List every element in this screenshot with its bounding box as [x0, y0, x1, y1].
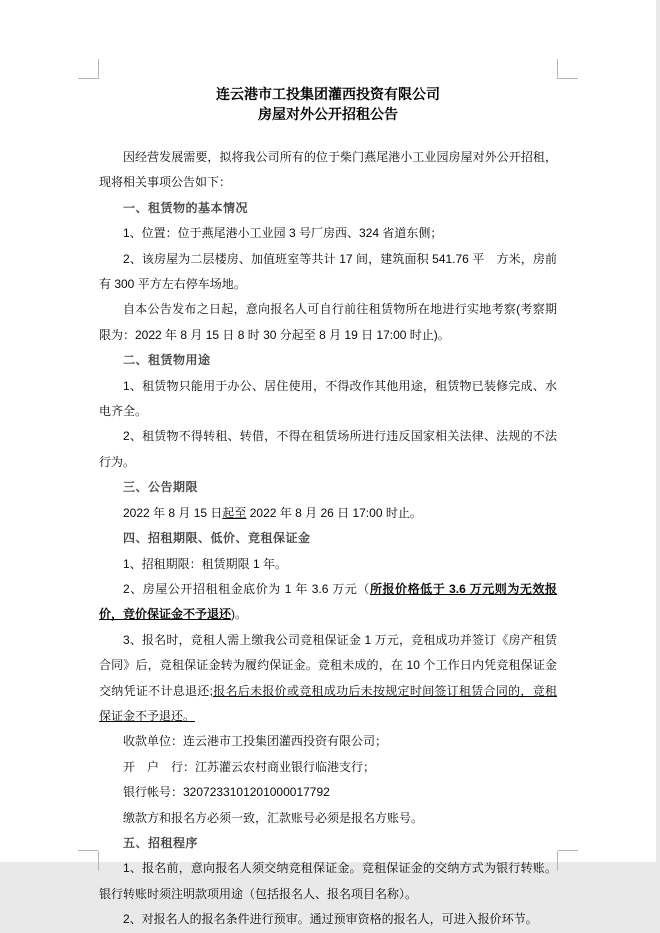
section-3-heading: 三、公告期限: [123, 480, 199, 495]
crop-mark-bottom-left-h: [78, 850, 98, 851]
bank-line: 开 户 行：江苏灌云农村商业银行临港支行；: [123, 759, 376, 774]
section-2-item-1: 1、租赁物只能用于办公、居住使用，不得改作其他用途，租赁物已装修完成、水电齐全。: [99, 378, 557, 419]
document-content: [99, 79, 557, 933]
section-4-item-3: [99, 628, 557, 730]
doc-title-line2: 房屋对外公开招租公告: [258, 106, 398, 122]
crop-mark-bottom-right-h: [558, 850, 578, 851]
section-3-date-post: 2022 年 8 月 26 日 17:00 时止。: [246, 505, 422, 520]
section-4-item-2-emphasis: 所报价格低于 3.6 万元则为无效报价，竞价保证金不予退还: [99, 581, 557, 622]
crop-mark-top-left-v: [98, 59, 99, 79]
section-4-heading: 四、招租期限、低价、竞租保证金: [123, 531, 311, 546]
crop-mark-top-left-h: [78, 78, 98, 79]
section-1-inspection-note: 自本公告发布之日起，意向报名人可自行前往租赁物所在地进行实地考察(考察期限为：2022 年 8 月 15 日 8 时 30 分起至 8 月 19 日 17:00 时止)。: [99, 302, 557, 342]
section-5-item-2: 2、对报名人的报名条件进行预审。通过预审资格的报名人，可进入报价环节。: [123, 912, 538, 927]
account-line: 银行帐号：3207233101201000017792: [123, 785, 330, 800]
section-4-item-2-pre: 2、房屋公开招租租金底价为 1 年 3.6 万元（: [123, 581, 370, 596]
section-4-item-3-pre: 3、报名时，竞租人需上缴我公司竞租保证金 1 万元，竞租成功并签订《房产租赁合同》后，竞租保证金转为履约保证金。竞租未成的，在 10 个工作日内凭竞租保证金交纳凭证不计息退还;: [99, 632, 557, 698]
section-3-date: [99, 501, 557, 526]
section-5-heading: 五、招租程序: [123, 835, 199, 850]
section-5-item-1: 1、报名前，意向报名人须交纳竞租保证金。竞租保证金的交纳方式为银行转账。银行转账时须注明款项用途（包括报名人、报名项目名称）。: [99, 861, 557, 901]
section-4-item-2-post: )。: [231, 607, 248, 622]
section-4-item-3-underlined: 报名后未报价或竞租成功后未按规定时间签订租赁合同的，竞租保证金不予退还。: [99, 683, 557, 723]
payment-note-line: 缴款方和报名方必须一致，汇款账号必须是报名方账号。: [123, 810, 424, 825]
payee-line: 收款单位：连云港市工投集团灌西投资有限公司；: [123, 734, 388, 749]
crop-mark-bottom-right-v: [557, 851, 558, 871]
doc-title-line1: 连云港市工投集团灌西投资有限公司: [216, 86, 440, 102]
section-1-item-1: 1、位置：位于燕尾港小工业园 3 号厂房西、324 省道东侧；: [123, 226, 443, 241]
section-2-heading: 二、租赁物用途: [123, 353, 211, 368]
intro-paragraph: 因经营发展需要，拟将我公司所有的位于柴门燕尾港小工业园房屋对外公开招租，现将相关事项公告如下：: [99, 150, 557, 190]
section-4-item-2: [99, 577, 557, 628]
section-1-item-2: 2、该房屋为二层楼房、加值班室等共计 17 间，建筑面积 541.76 平 方米，房前有 300 平方左右停车场地。: [99, 251, 557, 292]
crop-mark-top-right-h: [558, 78, 578, 79]
section-4-item-1: 1、招租期限：租赁期限 1 年。: [123, 556, 288, 571]
section-3-date-underlined: 起至: [222, 505, 247, 520]
section-2-item-2: 2、租赁物不得转租、转借，不得在租赁场所进行违反国家相关法律、法规的不法行为。: [99, 429, 557, 469]
section-3-date-pre: 2022 年 8 月 15 日: [123, 505, 223, 520]
crop-mark-top-right-v: [557, 59, 558, 79]
section-1-heading: 一、租赁物的基本情况: [123, 200, 249, 215]
